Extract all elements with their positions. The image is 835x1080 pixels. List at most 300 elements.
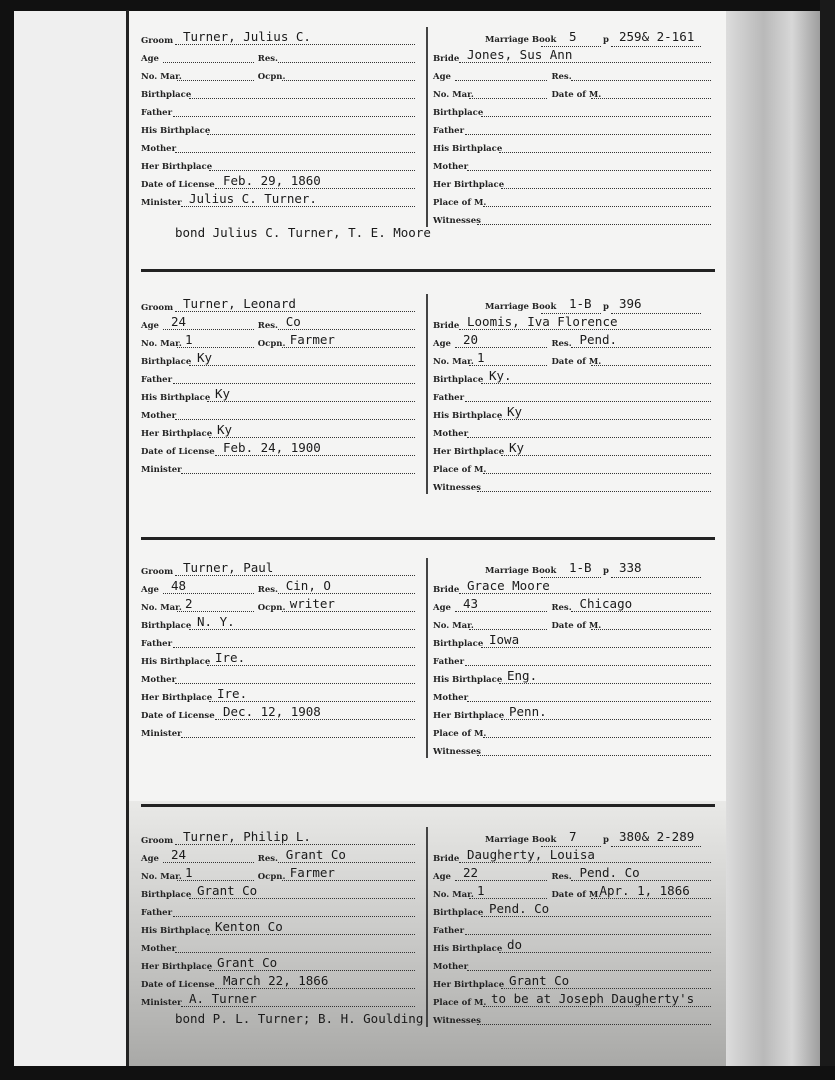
groom-name-value: Turner, Paul	[183, 560, 274, 575]
bride-no-mar-line	[469, 629, 547, 630]
groom-his-birthplace-label: His Birthplace	[141, 926, 211, 936]
groom-ocpn-line	[282, 880, 415, 881]
groom-groom-label: Groom	[141, 36, 174, 46]
groom-his-birthplace-value: Ky	[215, 386, 231, 401]
groom-date-of-license-value: Feb. 29, 1860	[223, 173, 321, 188]
groom-row-his-birthplace	[141, 121, 419, 137]
bride-birthplace-value: Ky.	[489, 368, 512, 383]
groom-father-label: Father	[141, 375, 173, 385]
groom-birthplace-line	[189, 365, 415, 366]
bride-row-her-birthplace	[433, 442, 715, 458]
column-divider	[426, 294, 428, 494]
bride-witnesses-label: Witnesses	[433, 216, 481, 226]
groom-her-birthplace-label: Her Birthplace	[141, 693, 213, 703]
groom-no-mar-line	[177, 611, 254, 612]
bride-bride-label: Bride	[433, 54, 460, 64]
bride-date-of-m-value: Apr. 1, 1866	[599, 883, 690, 898]
groom-age-value: 24	[171, 847, 187, 862]
groom-minister-line	[181, 206, 415, 207]
bride-name-value: Jones, Sus Ann	[467, 47, 573, 62]
groom-row-father	[141, 103, 419, 119]
bride-her-birthplace-label: Her Birthplace	[433, 980, 505, 990]
groom-his-birthplace-label: His Birthplace	[141, 393, 211, 403]
groom-father-label: Father	[141, 639, 173, 649]
bride-row-age	[433, 867, 715, 883]
bride-place-of-m-line	[483, 1006, 711, 1007]
bride-no-mar-line	[469, 98, 547, 99]
groom-his-birthplace-line	[207, 934, 415, 935]
bride-his-birthplace-label: His Birthplace	[433, 144, 503, 154]
groom-ocpn-value: Farmer	[289, 865, 335, 880]
bride-bride-label: Bride	[433, 321, 460, 331]
bride-name-value: Daugherty, Louisa	[467, 847, 595, 862]
groom-no-mar-value: 1	[185, 865, 193, 880]
groom-row-minister	[141, 193, 419, 209]
groom-row-father	[141, 634, 419, 650]
groom-minister-label: Minister	[141, 998, 182, 1008]
groom-row-groom	[141, 831, 419, 847]
groom-age-value: 24	[171, 314, 187, 329]
bride-row-mother	[433, 688, 715, 704]
groom-mother-line	[175, 952, 415, 953]
groom-no-mar-label: No. Mar.	[141, 603, 182, 613]
bride-no-mar-line	[469, 365, 547, 366]
groom-groom-line	[175, 575, 415, 576]
groom-age-line	[163, 329, 254, 330]
bride-row-his-birthplace	[433, 939, 715, 955]
groom-ocpn-label: Ocpn.	[257, 339, 286, 349]
bride-his-birthplace-label: His Birthplace	[433, 675, 503, 685]
groom-birthplace-label: Birthplace	[141, 90, 192, 100]
bride-birthplace-label: Birthplace	[433, 375, 484, 385]
bride-res-label: Res.	[551, 603, 572, 613]
groom-date-of-license-value: March 22, 1866	[223, 973, 329, 988]
groom-age-label: Age	[141, 585, 159, 595]
bride-row-her-birthplace	[433, 975, 715, 991]
groom-row-no-mar	[141, 67, 419, 83]
groom-no-mar-line	[177, 880, 254, 881]
bride-res-value: Pend.	[579, 332, 618, 347]
bride-his-birthplace-line	[499, 952, 711, 953]
groom-row-her-birthplace	[141, 957, 419, 973]
marriage-book-page: 259& 2-161	[619, 29, 695, 44]
bride-birthplace-label: Birthplace	[433, 108, 484, 118]
card-divider	[141, 269, 715, 272]
groom-father-line	[173, 647, 415, 648]
groom-row-father	[141, 370, 419, 386]
bride-her-birthplace-value: Penn.	[509, 704, 547, 719]
bride-his-birthplace-value: Eng.	[507, 668, 538, 683]
bride-row-birthplace	[433, 103, 715, 119]
groom-mother-label: Mother	[141, 675, 177, 685]
bride-his-birthplace-line	[499, 419, 711, 420]
bride-birthplace-value: Pend. Co	[489, 901, 550, 916]
groom-no-mar-line	[177, 80, 254, 81]
groom-row-date-of-license	[141, 442, 419, 458]
marriage-book-label: Marriage Book	[485, 835, 557, 845]
bride-father-label: Father	[433, 393, 465, 403]
bride-age-line	[455, 347, 547, 348]
groom-her-birthplace-line	[209, 170, 415, 171]
record-sheet	[129, 11, 726, 1066]
bride-witnesses-line	[477, 1024, 711, 1025]
bride-mother-label: Mother	[433, 162, 469, 172]
groom-row-no-mar	[141, 334, 419, 350]
bride-age-value: 20	[463, 332, 479, 347]
bride-his-birthplace-label: His Birthplace	[433, 944, 503, 954]
bride-mother-label: Mother	[433, 693, 469, 703]
bride-res-value: Chicago	[579, 596, 633, 611]
bride-her-birthplace-label: Her Birthplace	[433, 180, 505, 190]
bride-res-label: Res.	[551, 72, 572, 82]
bride-row-no-mar	[433, 352, 715, 368]
groom-res-label: Res.	[257, 54, 278, 64]
groom-no-mar-label: No. Mar.	[141, 872, 182, 882]
bride-birthplace-value: Iowa	[489, 632, 520, 647]
bride-place-of-m-label: Place of M.	[433, 729, 487, 739]
groom-mother-label: Mother	[141, 411, 177, 421]
groom-row-age	[141, 316, 419, 332]
scan-border-bottom	[0, 1066, 835, 1080]
groom-birthplace-value: Grant Co	[197, 883, 258, 898]
groom-birthplace-line	[189, 898, 415, 899]
groom-groom-line	[175, 44, 415, 45]
bride-row-birthplace	[433, 903, 715, 919]
bride-witnesses-label: Witnesses	[433, 483, 481, 493]
groom-groom-label: Groom	[141, 303, 174, 313]
groom-father-line	[173, 116, 415, 117]
bride-father-line	[465, 665, 711, 666]
groom-minister-value: Julius C. Turner.	[189, 191, 317, 206]
bride-witnesses-label: Witnesses	[433, 1016, 481, 1026]
groom-no-mar-value: 1	[185, 332, 193, 347]
bride-her-birthplace-line	[501, 455, 711, 456]
groom-birthplace-label: Birthplace	[141, 357, 192, 367]
bride-his-birthplace-line	[499, 152, 711, 153]
groom-row-groom	[141, 31, 419, 47]
bride-row-no-mar	[433, 85, 715, 101]
bride-no-mar-value: 1	[477, 350, 485, 365]
groom-row-her-birthplace	[141, 424, 419, 440]
groom-age-value: 48	[171, 578, 187, 593]
groom-row-birthplace	[141, 885, 419, 901]
bride-date-of-m-line	[591, 98, 711, 99]
bride-row-bride	[433, 316, 715, 332]
groom-row-no-mar	[141, 867, 419, 883]
bride-her-birthplace-label: Her Birthplace	[433, 711, 505, 721]
groom-res-label: Res.	[257, 321, 278, 331]
marriage-book-label: Marriage Book	[485, 302, 557, 312]
groom-father-line	[173, 383, 415, 384]
column-divider	[426, 27, 428, 227]
scan-margin-right	[726, 11, 820, 1066]
groom-res-value: Cin, O	[285, 578, 331, 593]
bride-place-of-m-label: Place of M.	[433, 998, 487, 1008]
groom-father-label: Father	[141, 908, 173, 918]
groom-row-groom	[141, 298, 419, 314]
bride-place-of-m-label: Place of M.	[433, 465, 487, 475]
groom-her-birthplace-value: Ky	[217, 422, 233, 437]
bride-row-father	[433, 921, 715, 937]
groom-date-of-license-line	[215, 988, 415, 989]
bride-no-mar-label: No. Mar.	[433, 357, 474, 367]
bride-row-birthplace	[433, 634, 715, 650]
bride-row-place-of-m	[433, 724, 715, 740]
groom-no-mar-value: 2	[185, 596, 193, 611]
groom-his-birthplace-label: His Birthplace	[141, 657, 211, 667]
bride-mother-label: Mother	[433, 962, 469, 972]
groom-birthplace-label: Birthplace	[141, 621, 192, 631]
bond-note: bond Julius C. Turner, T. E. Moore	[175, 225, 431, 240]
bride-row-age	[433, 598, 715, 614]
groom-father-label: Father	[141, 108, 173, 118]
bride-no-mar-label: No. Mar.	[433, 621, 474, 631]
page-line	[611, 846, 701, 847]
scan-border-left	[0, 0, 14, 1080]
bride-no-mar-label: No. Mar.	[433, 90, 474, 100]
bride-row-mother	[433, 424, 715, 440]
marriage-book-page: 396	[619, 296, 642, 311]
bride-witnesses-line	[477, 224, 711, 225]
marriage-record-card	[129, 292, 726, 502]
bond-note: bond P. L. Turner; B. H. Goulding	[175, 1011, 424, 1026]
bride-age-line	[455, 80, 547, 81]
groom-mother-line	[175, 152, 415, 153]
bride-date-of-m-label: Date of M.	[551, 357, 602, 367]
bride-his-birthplace-label: His Birthplace	[433, 411, 503, 421]
bride-name-value: Loomis, Iva Florence	[467, 314, 618, 329]
bride-his-birthplace-value: Ky	[507, 404, 523, 419]
bride-witnesses-label: Witnesses	[433, 747, 481, 757]
bride-his-birthplace-value: do	[507, 937, 523, 952]
bride-her-birthplace-value: Grant Co	[509, 973, 570, 988]
bride-place-of-m-line	[483, 473, 711, 474]
groom-mother-label: Mother	[141, 144, 177, 154]
groom-row-groom	[141, 562, 419, 578]
groom-age-line	[163, 62, 254, 63]
bride-age-value: 22	[463, 865, 479, 880]
bride-row-place-of-m	[433, 460, 715, 476]
groom-mother-label: Mother	[141, 944, 177, 954]
groom-her-birthplace-line	[209, 701, 415, 702]
groom-ocpn-label: Ocpn.	[257, 603, 286, 613]
bride-res-line	[571, 80, 711, 81]
bride-row-his-birthplace	[433, 670, 715, 686]
groom-minister-label: Minister	[141, 465, 182, 475]
groom-minister-line	[181, 473, 415, 474]
bride-her-birthplace-line	[501, 719, 711, 720]
bride-witnesses-line	[477, 755, 711, 756]
bride-father-line	[465, 401, 711, 402]
bride-age-line	[455, 880, 547, 881]
bride-row-witnesses	[433, 211, 715, 227]
bride-mother-line	[467, 437, 711, 438]
groom-row-his-birthplace	[141, 921, 419, 937]
groom-row-no-mar	[141, 598, 419, 614]
bride-date-of-m-line	[591, 365, 711, 366]
groom-no-mar-label: No. Mar.	[141, 72, 182, 82]
groom-ocpn-line	[282, 80, 415, 81]
groom-minister-label: Minister	[141, 198, 182, 208]
groom-age-label: Age	[141, 54, 159, 64]
groom-his-birthplace-line	[207, 665, 415, 666]
groom-row-her-birthplace	[141, 688, 419, 704]
bride-her-birthplace-line	[501, 988, 711, 989]
marriage-record-card	[129, 25, 726, 250]
groom-her-birthplace-label: Her Birthplace	[141, 962, 213, 972]
groom-date-of-license-line	[215, 188, 415, 189]
bride-row-his-birthplace	[433, 139, 715, 155]
groom-her-birthplace-line	[209, 437, 415, 438]
bride-date-of-m-label: Date of M.	[551, 890, 602, 900]
bride-name-value: Grace Moore	[467, 578, 550, 593]
bride-row-no-mar	[433, 885, 715, 901]
bride-date-of-m-line	[591, 898, 711, 899]
bride-row-birthplace	[433, 370, 715, 386]
bride-row-place-of-m	[433, 993, 715, 1009]
groom-age-label: Age	[141, 321, 159, 331]
groom-row-birthplace	[141, 352, 419, 368]
bride-age-label: Age	[433, 603, 451, 613]
groom-her-birthplace-label: Her Birthplace	[141, 162, 213, 172]
bride-bride-line	[459, 62, 711, 63]
bride-age-label: Age	[433, 872, 451, 882]
bride-age-line	[455, 611, 547, 612]
groom-mother-line	[175, 683, 415, 684]
bride-row-witnesses	[433, 1011, 715, 1027]
groom-row-her-birthplace	[141, 157, 419, 173]
bride-row-his-birthplace	[433, 406, 715, 422]
groom-her-birthplace-label: Her Birthplace	[141, 429, 213, 439]
bride-father-label: Father	[433, 126, 465, 136]
groom-res-line	[278, 329, 415, 330]
bride-father-line	[465, 134, 711, 135]
groom-minister-label: Minister	[141, 729, 182, 739]
groom-name-value: Turner, Leonard	[183, 296, 296, 311]
groom-his-birthplace-value: Kenton Co	[215, 919, 283, 934]
groom-row-minister	[141, 724, 419, 740]
groom-row-birthplace	[141, 616, 419, 632]
groom-minister-value: A. Turner	[189, 991, 257, 1006]
bride-father-line	[465, 934, 711, 935]
bride-birthplace-line	[481, 916, 711, 917]
bride-row-mother	[433, 957, 715, 973]
page-label: p	[603, 566, 609, 576]
bride-bride-label: Bride	[433, 854, 460, 864]
groom-row-mother	[141, 939, 419, 955]
bride-place-of-m-line	[483, 206, 711, 207]
groom-groom-line	[175, 844, 415, 845]
bride-father-label: Father	[433, 657, 465, 667]
marriage-book-page: 338	[619, 560, 642, 575]
bride-place-of-m-value: to be at Joseph Daugherty's	[491, 991, 695, 1006]
bride-no-mar-label: No. Mar.	[433, 890, 474, 900]
groom-minister-line	[181, 737, 415, 738]
bride-mother-line	[467, 970, 711, 971]
groom-minister-line	[181, 1006, 415, 1007]
groom-his-birthplace-value: Ire.	[215, 650, 246, 665]
bride-res-line	[571, 880, 711, 881]
page-line	[611, 46, 701, 47]
bride-bride-line	[459, 593, 711, 594]
groom-mother-line	[175, 419, 415, 420]
groom-his-birthplace-line	[207, 134, 415, 135]
bride-mother-line	[467, 701, 711, 702]
groom-date-of-license-line	[215, 719, 415, 720]
groom-his-birthplace-line	[207, 401, 415, 402]
groom-row-age	[141, 49, 419, 65]
bride-date-of-m-label: Date of M.	[551, 621, 602, 631]
groom-res-line	[278, 62, 415, 63]
card-divider	[141, 537, 715, 540]
groom-row-date-of-license	[141, 975, 419, 991]
bride-date-of-m-line	[591, 629, 711, 630]
groom-no-mar-label: No. Mar.	[141, 339, 182, 349]
groom-her-birthplace-value: Grant Co	[217, 955, 278, 970]
groom-age-line	[163, 862, 254, 863]
bride-his-birthplace-line	[499, 683, 711, 684]
groom-father-line	[173, 916, 415, 917]
page-label: p	[603, 835, 609, 845]
bride-age-label: Age	[433, 72, 451, 82]
column-divider	[426, 558, 428, 758]
bride-row-mother	[433, 157, 715, 173]
groom-row-mother	[141, 139, 419, 155]
scan-border-right	[820, 0, 835, 1080]
groom-date-of-license-label: Date of License	[141, 447, 215, 457]
bride-bride-line	[459, 862, 711, 863]
bride-no-mar-line	[469, 898, 547, 899]
bride-row-witnesses	[433, 478, 715, 494]
groom-birthplace-value: Ky	[197, 350, 213, 365]
groom-name-value: Turner, Philip L.	[183, 829, 311, 844]
bride-row-place-of-m	[433, 193, 715, 209]
groom-ocpn-label: Ocpn.	[257, 872, 286, 882]
groom-res-value: Co	[285, 314, 301, 329]
marriage-book-number: 5	[569, 29, 577, 44]
bride-row-witnesses	[433, 742, 715, 758]
marriage-book-number: 7	[569, 829, 577, 844]
bride-res-label: Res.	[551, 872, 572, 882]
groom-birthplace-value: N. Y.	[197, 614, 235, 629]
groom-ocpn-value: writer	[289, 596, 335, 611]
bride-row-father	[433, 652, 715, 668]
groom-res-line	[278, 593, 415, 594]
groom-date-of-license-label: Date of License	[141, 980, 215, 990]
bride-her-birthplace-value: Ky	[509, 440, 525, 455]
groom-row-minister	[141, 460, 419, 476]
page-line	[611, 577, 701, 578]
bride-row-father	[433, 388, 715, 404]
groom-groom-line	[175, 311, 415, 312]
bride-birthplace-line	[481, 647, 711, 648]
bride-birthplace-line	[481, 116, 711, 117]
bride-row-bride	[433, 580, 715, 596]
bride-father-label: Father	[433, 926, 465, 936]
bride-res-value: Pend. Co	[579, 865, 640, 880]
groom-birthplace-line	[189, 629, 415, 630]
groom-age-label: Age	[141, 854, 159, 864]
groom-row-birthplace	[141, 85, 419, 101]
bride-row-father	[433, 121, 715, 137]
groom-date-of-license-line	[215, 455, 415, 456]
groom-res-value: Grant Co	[285, 847, 346, 862]
groom-groom-label: Groom	[141, 836, 174, 846]
bride-res-label: Res.	[551, 339, 572, 349]
groom-row-date-of-license	[141, 706, 419, 722]
bride-res-line	[571, 347, 711, 348]
page-label: p	[603, 35, 609, 45]
